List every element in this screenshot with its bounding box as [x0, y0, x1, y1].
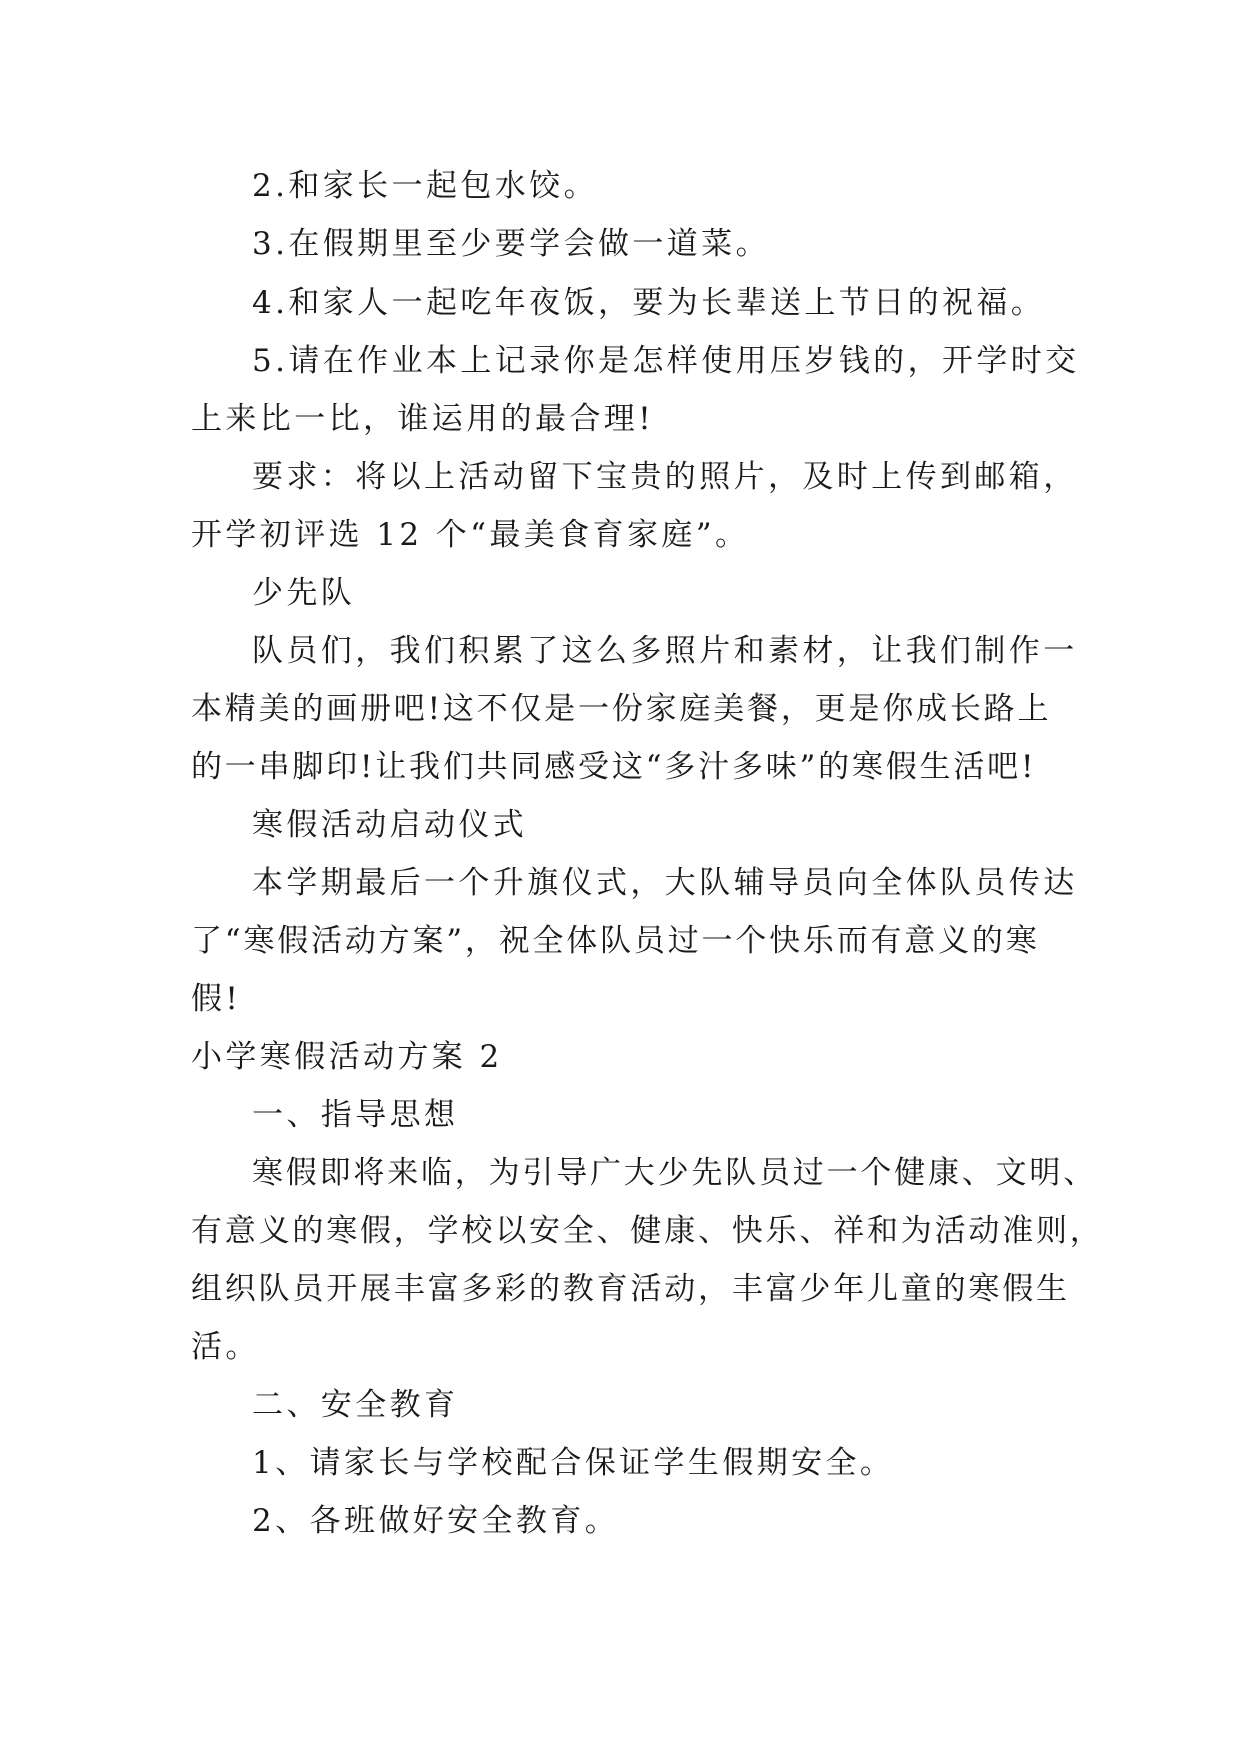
- list-item-dumplings: 2.和家长一起包水饺。: [252, 168, 598, 204]
- body-paragraph: 寒假即将来临，为引导广大少先队员过一个健康、文明、: [252, 1155, 1097, 1191]
- body-paragraph-line: 有意义的寒假，学校以安全、健康、快乐、祥和为活动准则，: [191, 1213, 1104, 1249]
- list-item-new-year-dinner: 4.和家人一起吃年夜饭，要为长辈送上节日的祝福。: [252, 285, 1046, 321]
- section-heading-guiding-ideology: 一、指导思想: [252, 1097, 459, 1133]
- list-item-class-safety: 2、各班做好安全教育。: [252, 1503, 620, 1539]
- section-heading-young-pioneers: 少先队: [252, 575, 356, 611]
- body-paragraph-line: 本精美的画册吧!这不仅是一份家庭美餐，更是你成长路上: [191, 691, 1052, 727]
- body-paragraph: 队员们，我们积累了这么多照片和素材，让我们制作一: [252, 633, 1078, 669]
- requirement-paragraph-continued: 开学初评选 12 个“最美食育家庭”。: [191, 517, 750, 553]
- list-item-lucky-money: 5.请在作业本上记录你是怎样使用压岁钱的，开学时交: [252, 343, 1080, 379]
- body-paragraph: 本学期最后一个升旗仪式，大队辅导员向全体队员传达: [252, 865, 1078, 901]
- list-item-parent-cooperation: 1、请家长与学校配合保证学生假期安全。: [252, 1445, 895, 1481]
- list-item-cook-dish: 3.在假期里至少要学会做一道菜。: [252, 226, 770, 262]
- body-paragraph-line: 假!: [191, 981, 242, 1017]
- section-heading-launch-ceremony: 寒假活动启动仪式: [252, 807, 528, 843]
- body-paragraph-line: 了“寒假活动方案”，祝全体队员过一个快乐而有意义的寒: [191, 923, 1040, 959]
- list-item-lucky-money-continued: 上来比一比，谁运用的最合理!: [191, 401, 655, 437]
- body-paragraph-line: 活。: [191, 1329, 260, 1365]
- requirement-paragraph: 要求：将以上活动留下宝贵的照片，及时上传到邮箱，: [252, 459, 1078, 495]
- body-paragraph-line: 的一串脚印!让我们共同感受这“多汁多味”的寒假生活吧!: [191, 749, 1037, 785]
- section-heading-safety-education: 二、安全教育: [252, 1387, 459, 1423]
- document-title: 小学寒假活动方案 2: [191, 1039, 503, 1075]
- body-paragraph-line: 组织队员开展丰富多彩的教育活动，丰富少年儿童的寒假生: [191, 1271, 1070, 1307]
